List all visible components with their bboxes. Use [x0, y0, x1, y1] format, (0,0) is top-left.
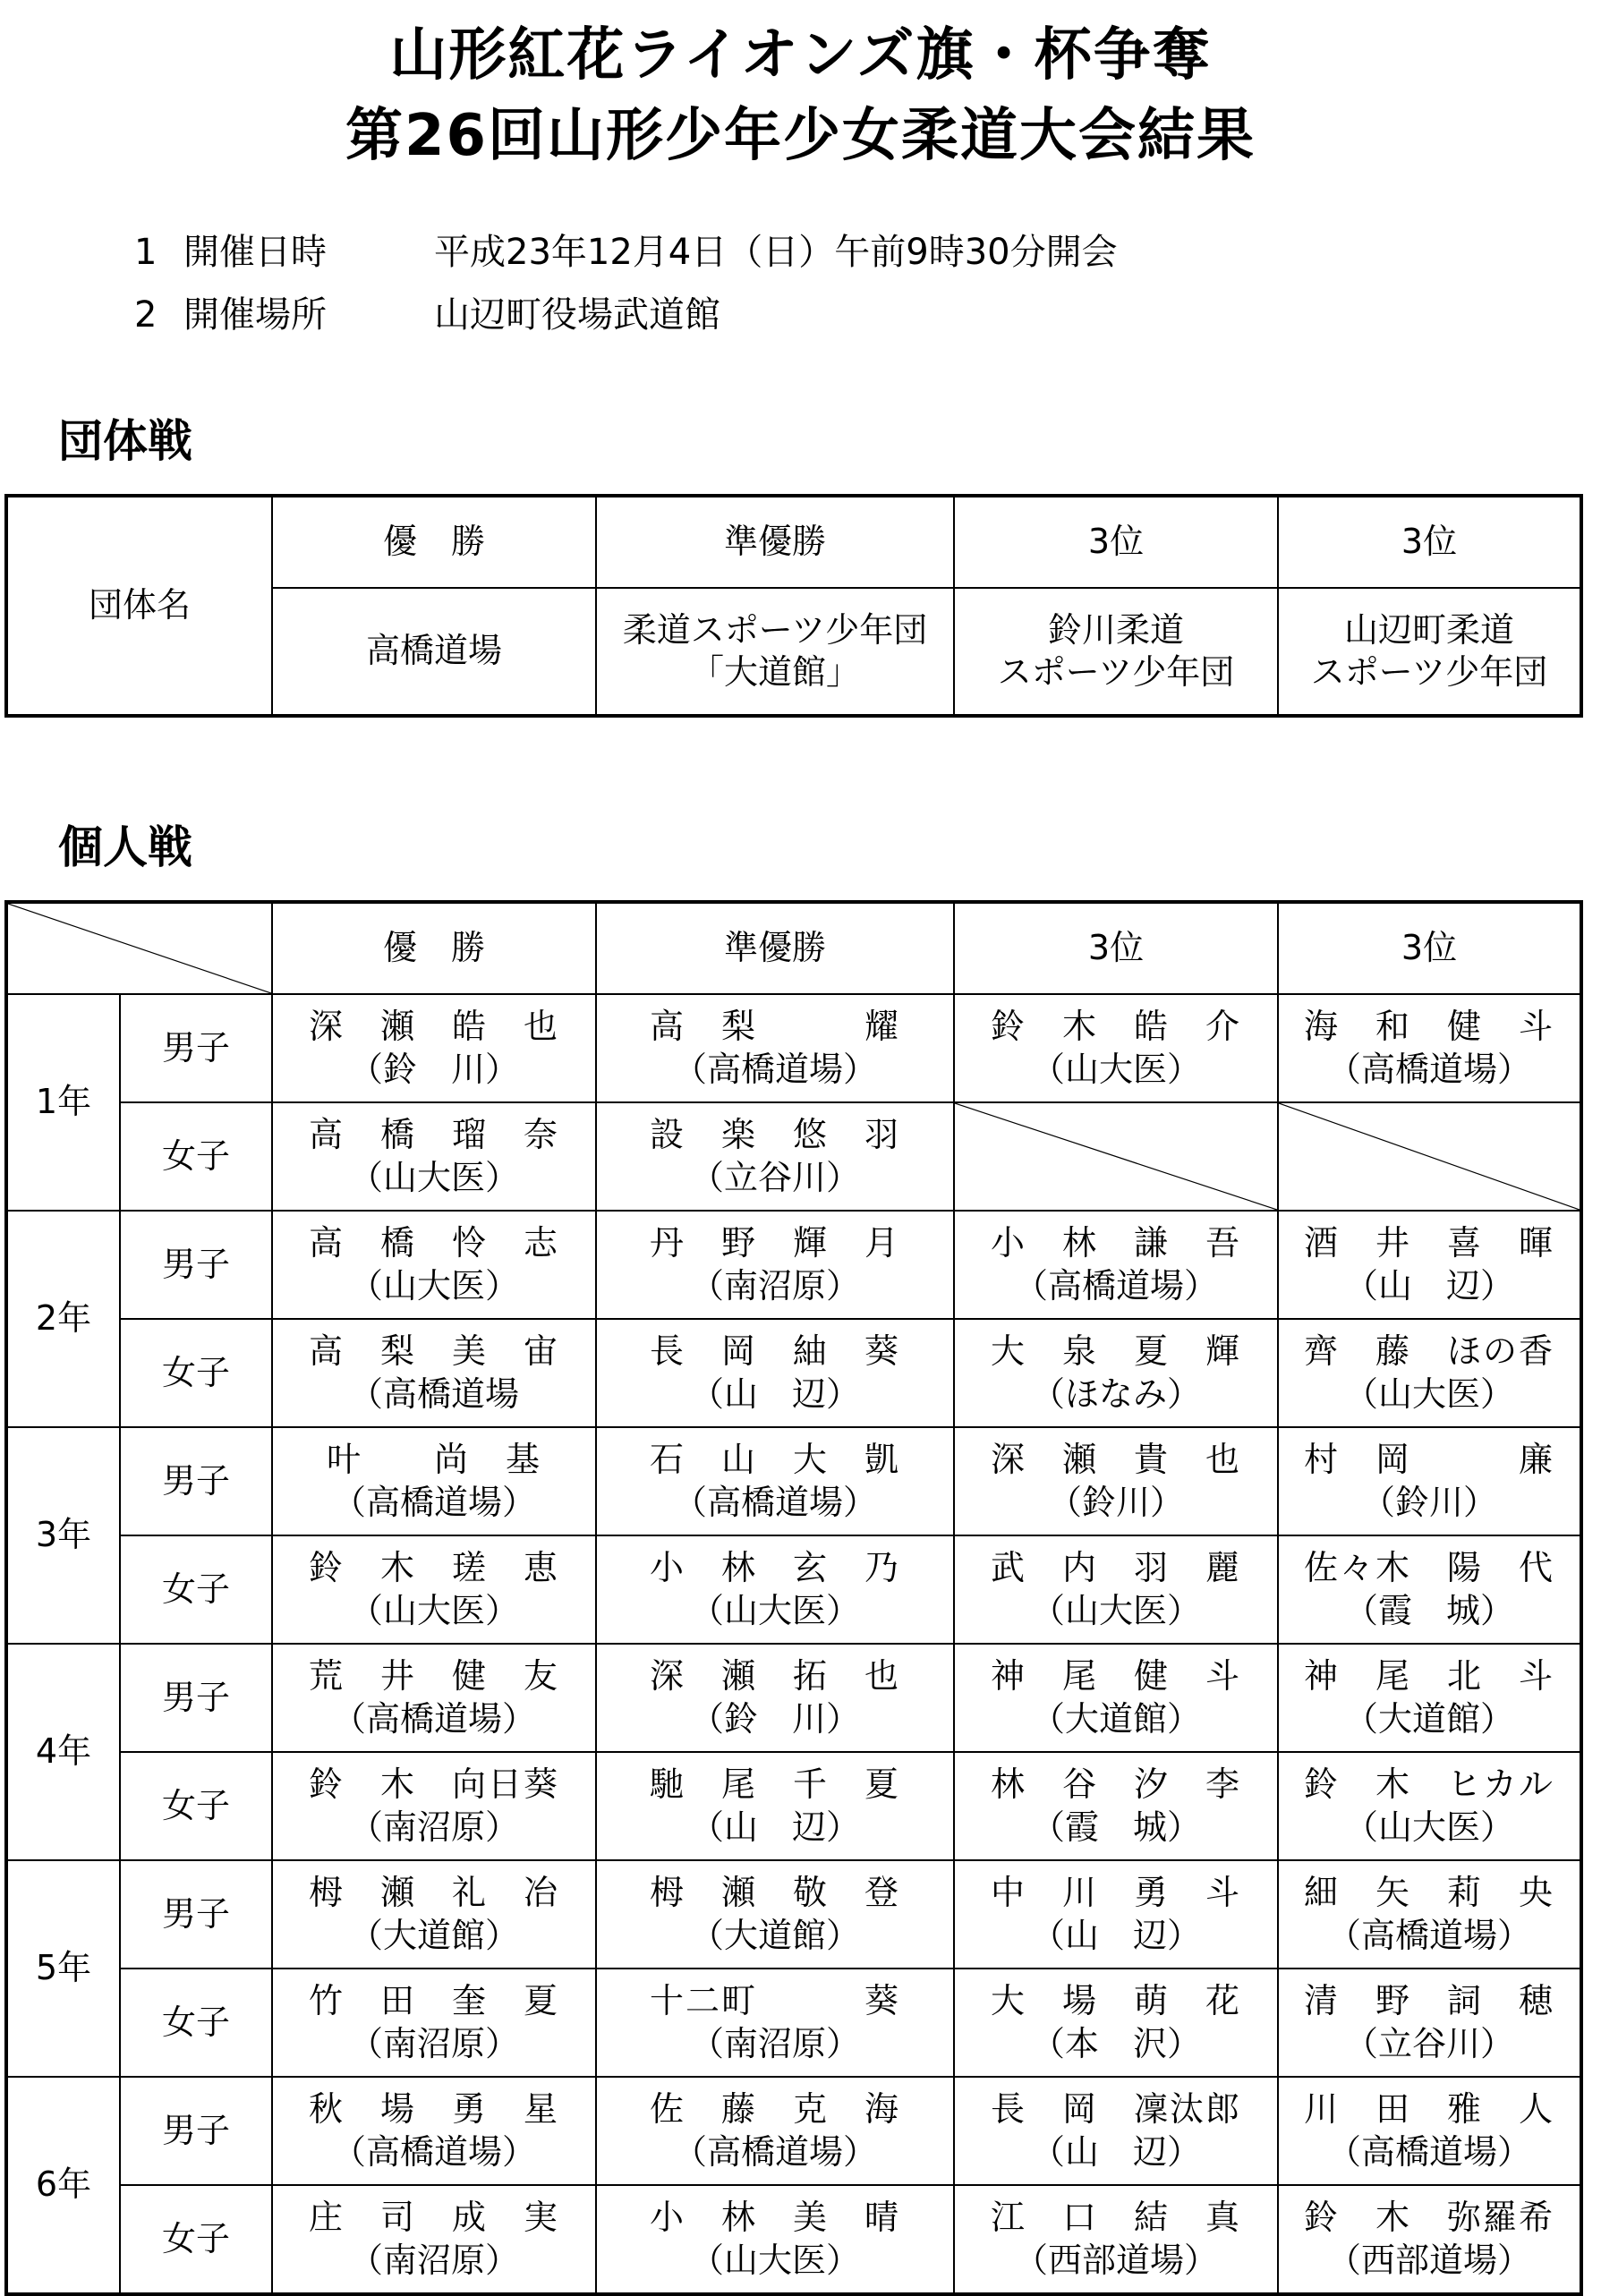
result-cell [1278, 1860, 1581, 1969]
competitor-name: 細 矢 莉 央 [1303, 1873, 1554, 1912]
club-name: （西部道場） [1326, 2240, 1531, 2280]
gender-label: 女子 [120, 1969, 272, 2077]
info-label: 開催日時 [183, 232, 327, 273]
result-cell [272, 1102, 596, 1211]
team-name: スポーツ少年団 [997, 652, 1235, 692]
competitor-name: 小 林 美 晴 [649, 2198, 900, 2237]
competitor-name: 海 和 健 斗 [1303, 1007, 1554, 1046]
club-name: （西部道場） [1013, 2240, 1218, 2280]
club-name: （立谷川） [1343, 2023, 1514, 2063]
info-number: 1 [134, 232, 158, 273]
competitor-name: 鈴 木 ヒカル [1303, 1765, 1554, 1804]
club-name: （南沼原） [348, 2023, 519, 2063]
competitor-name: 佐 藤 克 海 [649, 2089, 900, 2129]
result-cell [954, 1969, 1278, 2077]
club-name: （山大医） [689, 1590, 860, 1630]
result-cell [596, 1535, 954, 1644]
result-cell [596, 1644, 954, 1752]
result-cell [596, 1860, 954, 1969]
competitor-name: 中 川 勇 斗 [990, 1873, 1241, 1912]
result-cell [272, 1752, 596, 1860]
result-cell [596, 2077, 954, 2185]
individual-result-row [6, 2185, 1581, 2294]
competitor-name: 栂 瀬 礼 冶 [308, 1873, 559, 1912]
competitor-name: 川 田 雅 人 [1303, 2089, 1554, 2129]
result-cell [272, 1969, 596, 2077]
club-name: （高橋道場 [348, 1373, 519, 1414]
club-name: （霞 城） [1343, 1590, 1514, 1630]
grade-label: 1年 [6, 994, 120, 1211]
result-cell [596, 1752, 954, 1860]
competitor-name: 馳 尾 千 夏 [649, 1765, 900, 1804]
result-cell [596, 1969, 954, 2077]
club-name: （ほなみ） [1030, 1373, 1201, 1414]
corner-diagonal-cell [6, 902, 272, 994]
competitor-name: 荒 井 健 友 [308, 1656, 559, 1696]
club-name: （鈴 川） [689, 1698, 860, 1739]
club-name: （高橋道場） [1326, 1049, 1531, 1089]
result-cell [954, 1535, 1278, 1644]
club-name: （鈴 川） [348, 1049, 519, 1089]
club-name: （高橋道場） [1326, 2131, 1531, 2172]
individual-result-row [6, 1969, 1581, 2077]
club-name: （南沼原） [689, 1265, 860, 1305]
result-cell [272, 1427, 596, 1535]
team-result-cell [596, 588, 954, 716]
club-name: （大道館） [1030, 1698, 1201, 1739]
grade-label: 3年 [6, 1427, 120, 1644]
competitor-name: 深 瀬 皓 也 [308, 1007, 559, 1046]
competitor-name: 大 泉 夏 輝 [990, 1331, 1241, 1371]
grade-label: 2年 [6, 1211, 120, 1427]
result-cell [1278, 994, 1581, 1102]
result-cell [272, 994, 596, 1102]
competitor-name: 神 尾 健 斗 [990, 1656, 1241, 1696]
club-name: （霞 城） [1030, 1807, 1201, 1847]
club-name: （山大医） [1030, 1049, 1201, 1089]
competitor-name: 栂 瀬 敬 登 [649, 1873, 900, 1912]
gender-label: 男子 [120, 1427, 272, 1535]
club-name: （山 辺） [689, 1373, 860, 1414]
result-cell [954, 1752, 1278, 1860]
competitor-name: 長 岡 紬 葵 [649, 1331, 900, 1371]
individual-header-cell: 3位 [1278, 902, 1581, 994]
result-cell [596, 2185, 954, 2294]
competitor-name: 石 山 大 凱 [649, 1440, 900, 1479]
team-header-cell: 準優勝 [596, 496, 954, 588]
competitor-name: 丹 野 輝 月 [649, 1223, 900, 1263]
result-cell [272, 2185, 596, 2294]
competitor-name: 齊 藤 ほの香 [1303, 1331, 1554, 1371]
competitor-name: 十二町 葵 [649, 1981, 900, 2020]
individual-result-row [6, 1535, 1581, 1644]
team-result-cell [1278, 588, 1581, 716]
result-cell [954, 1211, 1278, 1319]
team-result-cell [954, 588, 1278, 716]
club-name: （山大医） [348, 1590, 519, 1630]
competitor-name: 小 林 謙 吾 [990, 1223, 1241, 1263]
result-cell [954, 1644, 1278, 1752]
diagonal-line [1279, 1103, 1580, 1210]
competitor-name: 武 内 羽 麗 [990, 1548, 1241, 1587]
team-header-cell: 3位 [954, 496, 1278, 588]
competitor-name: 林 谷 汐 李 [990, 1765, 1241, 1804]
team-name: 「大道館」 [689, 652, 860, 692]
club-name: （高橋道場） [672, 1482, 877, 1522]
team-section-heading: 団体戦 [58, 415, 192, 467]
competitor-name: 清 野 詞 穂 [1303, 1981, 1554, 2020]
grade-label: 6年 [6, 2077, 120, 2294]
competitor-name: 深 瀬 拓 也 [649, 1656, 900, 1696]
result-cell [272, 2077, 596, 2185]
event-venue-value: 山辺町役場武道館 [434, 294, 720, 336]
individual-header-row [6, 902, 1581, 994]
individual-header-cell: 3位 [954, 902, 1278, 994]
club-name: （立谷川） [689, 1157, 860, 1197]
grade-label: 5年 [6, 1860, 120, 2077]
club-name: （高橋道場） [672, 2131, 877, 2172]
competitor-name: 叶 尚 基 [326, 1440, 541, 1479]
result-cell [954, 2077, 1278, 2185]
competitor-name: 高 梨 耀 [649, 1007, 900, 1046]
individual-result-row [6, 1860, 1581, 1969]
club-name: （高橋道場） [1013, 1265, 1218, 1305]
competitor-name: 高 橋 瑠 奈 [308, 1115, 559, 1154]
event-date-value: 平成23年12月4日（日）午前9時30分開会 [434, 232, 1118, 273]
club-name: （高橋道場） [672, 1049, 877, 1089]
result-cell [272, 1535, 596, 1644]
competitor-name: 鈴 木 瑳 恵 [308, 1548, 559, 1587]
team-name: 鈴川柔道 [1047, 609, 1184, 650]
competitor-name: 庄 司 成 実 [308, 2198, 559, 2237]
club-name: （本 沢） [1030, 2023, 1201, 2063]
gender-label: 男子 [120, 2077, 272, 2185]
result-cell [1278, 1319, 1581, 1427]
team-row-label: 団体名 [6, 496, 272, 716]
club-name: （高橋道場） [331, 1698, 536, 1739]
diagonal-line [955, 1103, 1277, 1210]
competitor-name: 江 口 結 真 [990, 2198, 1241, 2237]
gender-label: 男子 [120, 994, 272, 1102]
individual-result-row [6, 1319, 1581, 1427]
empty-diagonal-cell [954, 1102, 1278, 1211]
result-cell [596, 1427, 954, 1535]
gender-label: 女子 [120, 2185, 272, 2294]
club-name: （高橋道場） [331, 1482, 536, 1522]
result-cell [272, 1860, 596, 1969]
result-cell [1278, 1427, 1581, 1535]
club-name: （大道館） [348, 1915, 519, 1955]
competitor-name: 小 林 玄 乃 [649, 1548, 900, 1587]
competitor-name: 竹 田 奎 夏 [308, 1981, 559, 2020]
team-results-table [4, 494, 1583, 718]
gender-label: 男子 [120, 1860, 272, 1969]
individual-result-row [6, 994, 1581, 1102]
result-cell [596, 1102, 954, 1211]
club-name: （山 辺） [1030, 1915, 1201, 1955]
club-name: （山大医） [348, 1265, 519, 1305]
result-cell [596, 994, 954, 1102]
info-label: 開催場所 [183, 294, 327, 336]
competitor-name: 秋 場 勇 星 [308, 2089, 559, 2129]
competitor-name: 鈴 木 弥羅希 [1303, 2198, 1554, 2237]
club-name: （山 辺） [689, 1807, 860, 1847]
competitor-name: 村 岡 廉 [1303, 1440, 1554, 1479]
result-cell [272, 1319, 596, 1427]
result-cell [596, 1319, 954, 1427]
team-name: 山辺町柔道 [1343, 609, 1514, 650]
individual-result-row [6, 1752, 1581, 1860]
gender-label: 男子 [120, 1644, 272, 1752]
result-cell [272, 1644, 596, 1752]
empty-diagonal-cell [1278, 1102, 1581, 1211]
info-number: 2 [134, 294, 158, 336]
club-name: （山大医） [1343, 1807, 1514, 1847]
club-name: （南沼原） [689, 2023, 860, 2063]
result-cell [954, 1319, 1278, 1427]
competitor-name: 長 岡 凜汰郎 [990, 2089, 1241, 2129]
club-name: （山大医） [1343, 1373, 1514, 1414]
competitor-name: 高 橋 怜 志 [308, 1223, 559, 1263]
team-result-cell [272, 588, 596, 716]
competitor-name: 神 尾 北 斗 [1303, 1656, 1554, 1696]
individual-result-row [6, 1644, 1581, 1752]
result-cell [1278, 1535, 1581, 1644]
result-cell [1278, 1752, 1581, 1860]
competitor-name: 大 場 萌 花 [990, 1981, 1241, 2020]
result-cell [272, 1211, 596, 1319]
club-name: （南沼原） [348, 2240, 519, 2280]
result-cell [954, 994, 1278, 1102]
club-name: （大道館） [689, 1915, 860, 1955]
individual-result-row [6, 1211, 1581, 1319]
club-name: （鈴川） [1047, 1482, 1184, 1522]
individual-results-body [6, 994, 1581, 2294]
gender-label: 女子 [120, 1535, 272, 1644]
result-cell [954, 2185, 1278, 2294]
individual-header-cell: 準優勝 [596, 902, 954, 994]
individual-result-row [6, 1427, 1581, 1535]
competitor-name: 鈴 木 向日葵 [308, 1765, 559, 1804]
competitor-name: 高 梨 美 宙 [308, 1331, 559, 1371]
club-name: （山大医） [689, 2240, 860, 2280]
result-cell [954, 1427, 1278, 1535]
team-header-cell: 優 勝 [272, 496, 596, 588]
result-cell [1278, 2077, 1581, 2185]
club-name: （大道館） [1343, 1698, 1514, 1739]
result-cell [1278, 1969, 1581, 2077]
club-name: （山大医） [1030, 1590, 1201, 1630]
competitor-name: 酒 井 喜 暉 [1303, 1223, 1554, 1263]
competitor-name: 深 瀬 貴 也 [990, 1440, 1241, 1479]
individual-results-table [4, 900, 1583, 2296]
club-name: （山 辺） [1343, 1265, 1514, 1305]
club-name: （山 辺） [1030, 2131, 1201, 2172]
result-cell [1278, 2185, 1581, 2294]
club-name: （鈴川） [1360, 1482, 1497, 1522]
competitor-name: 鈴 木 皓 介 [990, 1007, 1241, 1046]
result-cell [1278, 1644, 1581, 1752]
individual-section-heading: 個人戦 [58, 821, 192, 873]
individual-result-row [6, 2077, 1581, 2185]
diagonal-line [8, 904, 271, 993]
club-name: （高橋道場） [1326, 1915, 1531, 1955]
result-cell [954, 1860, 1278, 1969]
grade-label: 4年 [6, 1644, 120, 1860]
club-name: （南沼原） [348, 1807, 519, 1847]
club-name: （高橋道場） [331, 2131, 536, 2172]
team-name: 高橋道場 [365, 631, 502, 671]
gender-label: 女子 [120, 1102, 272, 1211]
club-name: （山大医） [348, 1157, 519, 1197]
team-name: スポーツ少年団 [1310, 652, 1548, 692]
gender-label: 女子 [120, 1319, 272, 1427]
team-header-cell: 3位 [1278, 496, 1581, 588]
document-title-line1: 山形紅花ライオンズ旗・杯争奪 [389, 22, 1212, 89]
individual-result-row [6, 1102, 1581, 1211]
result-cell [1278, 1211, 1581, 1319]
gender-label: 女子 [120, 1752, 272, 1860]
team-name: 柔道スポーツ少年団 [622, 609, 928, 650]
result-cell [596, 1211, 954, 1319]
gender-label: 男子 [120, 1211, 272, 1319]
individual-header-cell: 優 勝 [272, 902, 596, 994]
competitor-name: 設 楽 悠 羽 [649, 1115, 900, 1154]
document-title-line2: 第26回山形少年少女柔道大会結果 [345, 103, 1256, 169]
competitor-name: 佐々木 陽 代 [1303, 1548, 1554, 1587]
team-header-row [6, 496, 1581, 588]
